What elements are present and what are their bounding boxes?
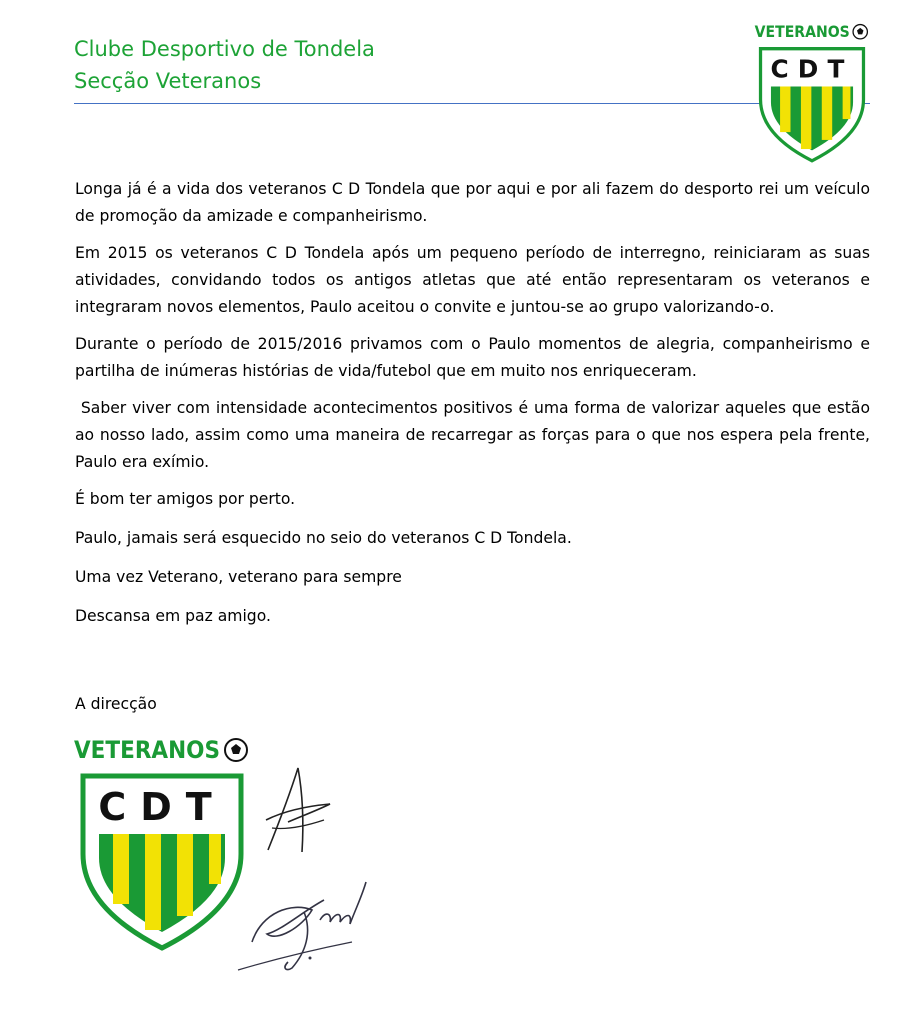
crest-title-text: VETERANOS — [74, 736, 220, 764]
crest-title-text: VETERANOS — [754, 22, 850, 41]
signature-1 — [258, 760, 338, 860]
crest-letters: CDT — [770, 54, 854, 84]
paragraph: É bom ter amigos por perto. — [75, 490, 296, 508]
letter-header — [74, 33, 375, 97]
club-name: Clube Desportivo de Tondela — [74, 37, 375, 61]
football-icon — [853, 25, 867, 39]
paragraph: Paulo, jamais será esquecido no seio do veteranos C D Tondela. — [75, 529, 572, 547]
veteranos-crest-logo-bottom — [73, 736, 251, 952]
paragraph: Descansa em paz amigo. — [75, 607, 271, 625]
football-icon — [225, 739, 247, 761]
crest-letters: CDT — [98, 785, 226, 829]
paragraph: Uma vez Veterano, veterano para sempre — [75, 568, 402, 586]
signature-2 — [232, 872, 372, 982]
paragraph: Em 2015 os veteranos C D Tondela após um pequeno período de interregno, reiniciaram as suas atividades, convidando todos os antigos atletas que até então representaram os veteranos e integraram novos elementos, Paulo aceitou o convite e juntou-se ao grupo valorizando-o. — [75, 244, 870, 316]
paragraph: Durante o período de 2015/2016 privamos com o Paulo momentos de alegria, companheirismo e partilha de inúmeras histórias de vida/futebol que em muito nos enriqueceram. — [75, 335, 870, 380]
header-rule — [74, 103, 870, 104]
section-name: Secção Veteranos — [74, 69, 262, 93]
signoff: A direcção — [75, 695, 157, 713]
paragraph: Saber viver com intensidade acontecimentos positivos é uma forma de valorizar aqueles que estão ao nosso lado, assim como uma maneira de recarregar as forças para o que nos espera pela frente, Paulo era exímio. — [75, 399, 875, 471]
veteranos-crest-logo-top — [754, 22, 870, 164]
letter-body — [75, 176, 875, 642]
paragraph: Longa já é a vida dos veteranos C D Tondela que por aqui e por ali fazem do desporto rei um veículo de promoção da amizade e companheirismo. — [75, 180, 870, 225]
